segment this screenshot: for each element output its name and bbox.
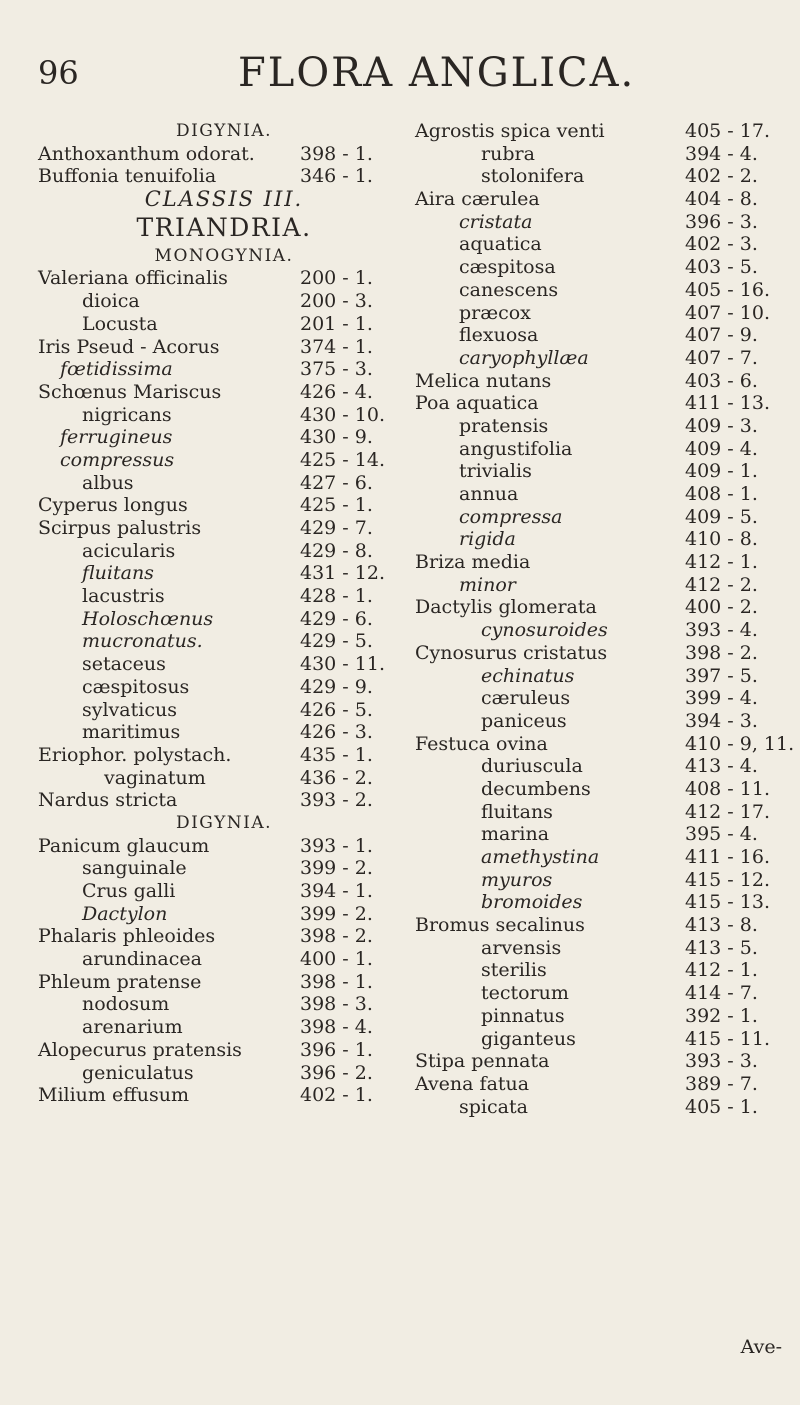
page-reference: 431 - 12. xyxy=(300,562,385,585)
index-entry xyxy=(38,880,410,903)
section-heading: TRIANDRIA. xyxy=(136,212,312,242)
page-reference: 428 - 1. xyxy=(300,585,373,608)
index-entry xyxy=(415,846,790,869)
species-name: Buffonia tenuifolia xyxy=(38,165,217,188)
species-name: rigida xyxy=(459,528,516,551)
species-name: sylvaticus xyxy=(82,698,177,721)
species-name: angustifolia xyxy=(459,437,573,460)
species-name: Phalaris phleoides xyxy=(38,925,216,948)
species-name: albus xyxy=(82,471,134,494)
species-name: Briza media xyxy=(415,551,531,574)
species-name: Avena fatua xyxy=(415,1072,530,1095)
species-name: myuros xyxy=(481,868,553,891)
species-name: Festuca ovina xyxy=(415,732,548,755)
species-name: cæruleus xyxy=(481,687,571,710)
species-name: Agrostis spica venti xyxy=(415,120,605,142)
species-name: aquatica xyxy=(459,233,542,256)
page-reference: 389 - 7. xyxy=(685,1072,758,1095)
page-reference: 426 - 4. xyxy=(300,380,373,403)
index-entry xyxy=(415,302,790,325)
species-name: Holoschœnus xyxy=(82,607,214,630)
page-reference: 375 - 3. xyxy=(300,358,373,381)
page-reference: 395 - 4. xyxy=(685,823,758,846)
page-reference: 399 - 2. xyxy=(300,857,373,880)
index-entry xyxy=(415,710,790,733)
index-entry xyxy=(38,267,410,290)
species-name: Valeriana officinalis xyxy=(38,267,228,290)
page-reference: 407 - 10. xyxy=(685,301,770,324)
page-reference: 394 - 4. xyxy=(685,142,758,165)
species-name: fœtidissima xyxy=(60,358,173,381)
species-name: Alopecurus pratensis xyxy=(38,1038,242,1061)
page-reference: 398 - 4. xyxy=(300,1016,373,1039)
page-reference: 402 - 2. xyxy=(685,165,758,188)
species-name: flexuosa xyxy=(459,324,539,347)
species-name: sanguinale xyxy=(82,857,187,880)
index-entry xyxy=(38,676,410,699)
species-name: nigricans xyxy=(82,403,172,426)
page-reference: 429 - 7. xyxy=(300,517,373,539)
species-name: paniceus xyxy=(481,709,567,732)
index-entry xyxy=(38,925,410,948)
species-name: Cyperus longus xyxy=(38,494,188,517)
species-name: minor xyxy=(459,573,516,596)
page-reference: 398 - 1. xyxy=(300,142,373,165)
index-entry xyxy=(415,1028,790,1051)
index-entry xyxy=(38,426,410,449)
right-column xyxy=(415,120,795,1118)
index-entry xyxy=(415,551,790,574)
index-entry xyxy=(38,381,410,404)
index-entry xyxy=(415,687,790,710)
page-reference: 404 - 8. xyxy=(685,188,758,211)
species-name: Cynosurus cristatus xyxy=(415,641,608,664)
page-reference: 393 - 2. xyxy=(300,789,373,812)
index-entry xyxy=(38,608,410,631)
species-name: fluitans xyxy=(481,800,553,823)
index-entry xyxy=(415,370,790,393)
page-reference: 396 - 2. xyxy=(300,1061,373,1084)
index-entry xyxy=(415,528,790,551)
index-entry xyxy=(415,778,790,801)
page-reference: 415 - 11. xyxy=(685,1027,770,1050)
page-reference: 411 - 16. xyxy=(685,846,770,868)
species-name: caryophyllæa xyxy=(459,346,589,369)
page-reference: 396 - 1. xyxy=(300,1038,373,1061)
index-entry xyxy=(415,143,790,166)
species-name: setaceus xyxy=(82,653,166,676)
page-reference: 394 - 1. xyxy=(300,880,373,902)
species-name: trivialis xyxy=(459,460,532,483)
page-reference: 413 - 4. xyxy=(685,755,758,778)
index-entry xyxy=(415,324,790,347)
species-name: cristata xyxy=(459,210,533,233)
species-name: geniculatus xyxy=(82,1061,194,1084)
page-reference: 430 - 9. xyxy=(300,426,373,449)
index-entry xyxy=(38,630,410,653)
page-reference: 399 - 2. xyxy=(300,902,373,925)
page-reference: 412 - 17. xyxy=(685,800,770,823)
page-reference: 400 - 2. xyxy=(685,596,758,619)
index-entry xyxy=(38,1084,410,1107)
page-reference: 394 - 3. xyxy=(685,709,758,732)
index-entry xyxy=(415,256,790,279)
index-entry xyxy=(38,721,410,744)
species-name: Scirpus palustris xyxy=(38,517,202,539)
index-entry xyxy=(38,494,410,517)
page-reference: 410 - 8. xyxy=(685,528,758,551)
page-reference: 201 - 1. xyxy=(300,312,373,335)
page-reference: 410 - 9, 11. xyxy=(685,732,795,755)
index-entry xyxy=(38,857,410,880)
page-reference: 408 - 11. xyxy=(685,777,770,800)
species-name: dioica xyxy=(82,290,140,313)
species-name: lacustris xyxy=(82,585,165,608)
page-header xyxy=(0,50,800,110)
index-entry xyxy=(38,165,410,188)
species-name: acicularis xyxy=(82,539,176,562)
page-reference: 399 - 4. xyxy=(685,687,758,710)
index-entry xyxy=(38,903,410,926)
species-name: giganteus xyxy=(481,1027,576,1050)
page-reference: 398 - 2. xyxy=(685,641,758,664)
index-entry xyxy=(415,937,790,960)
page-reference: 392 - 1. xyxy=(685,1004,758,1027)
page-reference: 409 - 1. xyxy=(685,460,758,483)
running-title: FLORA ANGLICA. xyxy=(238,50,636,96)
index-entry xyxy=(38,472,410,495)
index-entry xyxy=(38,358,410,381)
index-entry xyxy=(415,506,790,529)
page-reference: 398 - 2. xyxy=(300,925,373,948)
index-entry xyxy=(415,914,790,937)
page-reference: 412 - 1. xyxy=(685,551,758,574)
index-entry xyxy=(415,1050,790,1073)
species-name: compressus xyxy=(60,448,175,471)
page-reference: 400 - 1. xyxy=(300,948,373,971)
index-entry xyxy=(415,1005,790,1028)
page-reference: 402 - 3. xyxy=(685,233,758,256)
index-entry xyxy=(415,891,790,914)
species-name: Poa aquatica xyxy=(415,392,539,415)
page-reference: 407 - 9. xyxy=(685,324,758,347)
species-name: bromoides xyxy=(481,891,583,914)
species-name: Aira cærulea xyxy=(415,188,540,211)
page-reference: 435 - 1. xyxy=(300,743,373,766)
page-reference: 398 - 3. xyxy=(300,993,373,1016)
index-entry xyxy=(38,971,410,994)
page-reference: 426 - 3. xyxy=(300,721,373,744)
page-reference: 409 - 4. xyxy=(685,437,758,460)
page-reference: 393 - 4. xyxy=(685,619,758,642)
page-reference: 426 - 5. xyxy=(300,698,373,721)
page-reference: 429 - 8. xyxy=(300,539,373,562)
page-reference: 396 - 3. xyxy=(685,210,758,233)
index-entry xyxy=(38,562,410,585)
page-reference: 429 - 5. xyxy=(300,630,373,653)
index-entry xyxy=(415,619,790,642)
index-entry xyxy=(415,665,790,688)
index-entry xyxy=(38,767,410,790)
species-name: annua xyxy=(459,483,519,505)
species-name: cæspitosa xyxy=(459,256,556,279)
species-name: canescens xyxy=(459,278,559,301)
index-entry xyxy=(415,233,790,256)
index-entry xyxy=(38,789,410,812)
species-name: Crus galli xyxy=(82,880,176,902)
page-reference: 393 - 3. xyxy=(685,1050,758,1073)
page-reference: 403 - 6. xyxy=(685,369,758,392)
page-reference: 393 - 1. xyxy=(300,834,373,857)
index-entry xyxy=(38,449,410,472)
page-reference: 398 - 1. xyxy=(300,970,373,993)
species-name: Locusta xyxy=(82,312,158,335)
index-entry xyxy=(38,1016,410,1039)
index-entry xyxy=(38,835,410,858)
index-entry xyxy=(415,1096,790,1119)
species-name: præcox xyxy=(459,301,531,324)
index-entry xyxy=(38,517,410,540)
species-name: pinnatus xyxy=(481,1004,565,1027)
species-name: compressa xyxy=(459,505,563,528)
species-name: duriuscula xyxy=(481,755,583,778)
page-reference: 436 - 2. xyxy=(300,766,373,789)
index-entry xyxy=(415,279,790,302)
index-entry xyxy=(38,699,410,722)
page-reference: 403 - 5. xyxy=(685,256,758,279)
species-name: Melica nutans xyxy=(415,369,552,392)
index-entry xyxy=(38,744,410,767)
index-entry xyxy=(415,869,790,892)
index-entry xyxy=(415,460,790,483)
species-name: fluitans xyxy=(82,562,154,585)
page-reference: 407 - 7. xyxy=(685,346,758,369)
index-entry xyxy=(38,540,410,563)
page-reference: 430 - 10. xyxy=(300,403,385,426)
page-reference: 414 - 7. xyxy=(685,982,758,1005)
species-name: Milium effusum xyxy=(38,1084,189,1107)
page-number: 96 xyxy=(38,54,79,92)
page-reference: 409 - 3. xyxy=(685,414,758,437)
species-name: amethystina xyxy=(481,846,600,868)
index-entry xyxy=(38,585,410,608)
index-entry xyxy=(415,483,790,506)
index-entry xyxy=(415,392,790,415)
page-reference: 415 - 12. xyxy=(685,868,770,891)
species-name: vaginatum xyxy=(104,766,206,789)
species-name: Schœnus Mariscus xyxy=(38,380,222,403)
page-reference: 409 - 5. xyxy=(685,505,758,528)
index-entry xyxy=(415,596,790,619)
page-reference: 415 - 13. xyxy=(685,891,770,914)
page-reference: 413 - 5. xyxy=(685,936,758,959)
page-reference: 412 - 2. xyxy=(685,573,758,596)
page-reference: 402 - 1. xyxy=(300,1084,373,1107)
page-reference: 412 - 1. xyxy=(685,959,758,982)
index-entry xyxy=(38,404,410,427)
index-entry xyxy=(415,959,790,982)
index-entry xyxy=(415,165,790,188)
species-name: arenarium xyxy=(82,1016,183,1039)
left-column xyxy=(38,120,410,1107)
species-name: sterilis xyxy=(481,959,547,982)
species-name: Panicum glaucum xyxy=(38,834,210,857)
index-entry xyxy=(38,1039,410,1062)
page-reference: 346 - 1. xyxy=(300,165,373,188)
species-name: arundinacea xyxy=(82,948,202,971)
species-name: marina xyxy=(481,823,550,846)
page-reference: 408 - 1. xyxy=(685,483,758,505)
species-name: Eriophor. polystach. xyxy=(38,743,232,766)
index-entry xyxy=(415,438,790,461)
index-entry xyxy=(415,982,790,1005)
species-name: Stipa pennata xyxy=(415,1050,550,1073)
species-name: ferrugineus xyxy=(60,426,173,449)
index-entry xyxy=(38,948,410,971)
species-name: tectorum xyxy=(481,982,569,1005)
page-reference: 427 - 6. xyxy=(300,471,373,494)
page-reference: 411 - 13. xyxy=(685,392,770,415)
index-entry xyxy=(415,801,790,824)
page-reference: 413 - 8. xyxy=(685,914,758,937)
index-entry xyxy=(415,574,790,597)
species-name: Bromus secalinus xyxy=(415,914,585,937)
page-reference: 405 - 17. xyxy=(685,120,770,142)
page-reference: 425 - 1. xyxy=(300,494,373,517)
index-entry xyxy=(38,653,410,676)
species-name: mucronatus. xyxy=(82,630,203,653)
species-name: decumbens xyxy=(481,777,591,800)
index-entry xyxy=(415,120,790,143)
index-entry xyxy=(415,755,790,778)
index-entry xyxy=(38,313,410,336)
species-name: Dactylon xyxy=(82,902,168,925)
index-entry xyxy=(415,347,790,370)
index-entry xyxy=(415,1073,790,1096)
index-entry xyxy=(38,1062,410,1085)
index-entry xyxy=(38,993,410,1016)
species-name: cæspitosus xyxy=(82,675,190,698)
index-entry xyxy=(415,823,790,846)
index-entry xyxy=(38,336,410,359)
species-name: Dactylis glomerata xyxy=(415,596,597,619)
species-name: pratensis xyxy=(459,414,549,437)
section-heading: MONOGYNIA. xyxy=(154,245,294,266)
page-reference: 429 - 9. xyxy=(300,675,373,698)
index-entry xyxy=(415,642,790,665)
section-heading: DIGYNIA. xyxy=(175,812,273,833)
species-name: spicata xyxy=(459,1095,528,1118)
species-name: Nardus stricta xyxy=(38,789,178,812)
index-entry xyxy=(38,143,410,166)
page-reference: 374 - 1. xyxy=(300,335,373,358)
page-reference: 397 - 5. xyxy=(685,664,758,687)
species-name: maritimus xyxy=(82,721,181,744)
index-entry xyxy=(415,415,790,438)
species-name: nodosum xyxy=(82,993,170,1016)
species-name: arvensis xyxy=(481,936,562,959)
species-name: cynosuroides xyxy=(481,619,608,642)
index-entry xyxy=(415,188,790,211)
section-heading: CLASSIS III. xyxy=(144,187,304,212)
species-name: echinatus xyxy=(481,664,575,687)
species-name: stolonifera xyxy=(481,165,585,188)
page-reference: 429 - 6. xyxy=(300,607,373,630)
index-entry xyxy=(38,290,410,313)
page-reference: 430 - 11. xyxy=(300,653,385,676)
page-reference: 200 - 1. xyxy=(300,267,373,290)
page-reference: 405 - 1. xyxy=(685,1095,758,1118)
index-entry xyxy=(415,211,790,234)
section-heading: DIGYNIA. xyxy=(175,121,273,141)
species-name: Anthoxanthum odorat. xyxy=(38,142,255,165)
page-reference: 405 - 16. xyxy=(685,278,770,301)
species-name: Iris Pseud - Acorus xyxy=(38,335,220,358)
catchword: Ave- xyxy=(740,1336,782,1358)
index-entry xyxy=(415,732,795,756)
page-reference: 200 - 3. xyxy=(300,290,373,313)
page-reference: 425 - 14. xyxy=(300,448,385,471)
species-name: rubra xyxy=(481,142,535,165)
species-name: Phleum pratense xyxy=(38,970,202,993)
